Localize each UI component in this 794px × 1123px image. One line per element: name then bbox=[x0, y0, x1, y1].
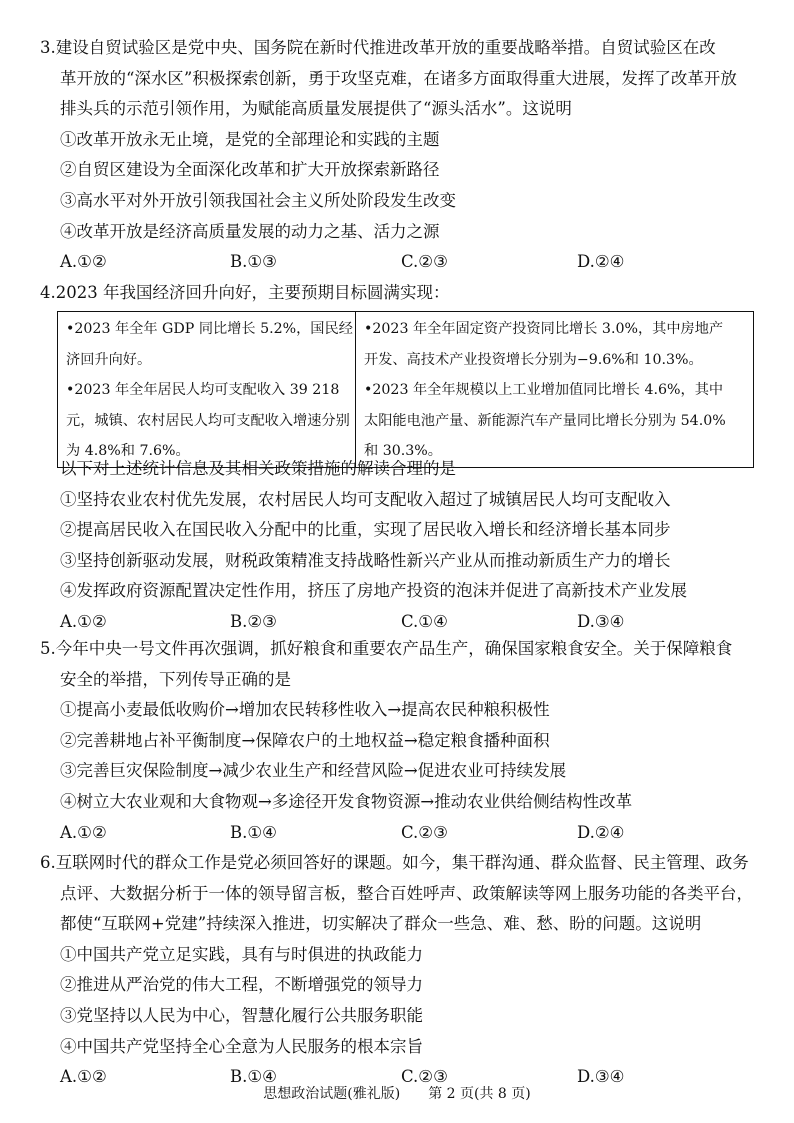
q3-choices bbox=[40, 247, 770, 278]
question-5 bbox=[40, 634, 770, 848]
q3-option-3: ③高水平对外开放引领我国社会主义所处阶段发生改变 bbox=[60, 190, 456, 210]
q3-choice-b[interactable]: B.①③ bbox=[230, 252, 277, 272]
page-footer bbox=[0, 1084, 794, 1104]
q4-option-3: ③坚持创新驱动发展，财税政策精准支持战略性新兴产业从而推动新质生产力的增长 bbox=[60, 550, 671, 570]
q4-choice-d[interactable]: D.③④ bbox=[577, 611, 625, 631]
q4-option-1: ①坚持农业农村优先发展，农村居民人均可支配收入超过了城镇居民人均可支配收入 bbox=[60, 489, 671, 509]
q3-choice-d[interactable]: D.②④ bbox=[577, 252, 625, 272]
q4-option-2: ②提高居民收入在国民收入分配中的比重，实现了居民收入增长和经济增长基本同步 bbox=[60, 520, 671, 540]
footer-subject: 思想政治试题(雅礼版) bbox=[263, 1086, 401, 1102]
q5-choice-a[interactable]: A.①② bbox=[60, 822, 107, 842]
q5-stem-line: 安全的举措，下列传导正确的是 bbox=[60, 669, 291, 689]
q6-stem-line: 6.互联网时代的群众工作是党必须回答好的课题。如今，集干群沟通、群众监督、民主管理、政务 bbox=[40, 853, 749, 872]
footer-page-number: 第 2 页(共 8 页) bbox=[428, 1086, 531, 1102]
q3-stem-line: 3.建设自贸试验区是党中央、国务院在新时代推进改革开放的重要战略举措。自贸试验区在改 bbox=[40, 38, 716, 57]
q3-option-1: ①改革开放永无止境，是党的全部理论和实践的主题 bbox=[60, 129, 440, 149]
q5-option-3: ③完善巨灾保险制度→减少农业生产和经营风险→促进农业可持续发展 bbox=[60, 761, 567, 781]
q5-option-4: ④树立大农业观和大食物观→多途径开发食物资源→推动农业供给侧结构性改革 bbox=[60, 791, 633, 811]
q4-choices bbox=[40, 607, 770, 638]
stats-right-line: •2023 年全年固定资产投资同比增长 3.0%，其中房地产 bbox=[364, 321, 724, 337]
stats-left-line: •2023 年全年居民人均可支配收入 39 218 bbox=[66, 382, 340, 398]
question-6 bbox=[40, 848, 770, 1093]
q6-stem-line: 点评、大数据分析于一体的领导留言板，整合百姓呼声、政策解读等网上服务功能的各类平台， bbox=[60, 883, 753, 903]
q6-choice-a[interactable]: A.①② bbox=[60, 1067, 107, 1087]
q4-option-4: ④发挥政府资源配置决定性作用，挤压了房地产投资的泡沫并促进了高新技术产业发展 bbox=[60, 581, 687, 601]
q5-choice-b[interactable]: B.①④ bbox=[230, 822, 277, 842]
q4-stem: 4.2023 年我国经济回升向好，主要预期目标圆满实现： bbox=[40, 283, 450, 302]
q4-question: 以下对上述统计信息及其相关政策措施的解读合理的是 bbox=[60, 459, 456, 478]
q6-stem-line: 都使“互联网+党建”持续深入推进，切实解决了群众一些急、难、愁、盼的问题。这说明 bbox=[60, 914, 702, 934]
q5-option-2: ②完善耕地占补平衡制度→保障农户的土地权益→稳定粮食播种面积 bbox=[60, 730, 550, 750]
q4-choice-c[interactable]: C.①④ bbox=[401, 611, 448, 631]
q5-choice-c[interactable]: C.②③ bbox=[401, 822, 448, 842]
question-4 bbox=[40, 278, 770, 309]
stats-right-line: •2023 年全年规模以上工业增加值同比增长 4.6%，其中 bbox=[364, 382, 724, 398]
q6-option-1: ①中国共产党立足实践，具有与时俱进的执政能力 bbox=[60, 944, 423, 964]
stats-right-cell bbox=[356, 312, 754, 468]
q4-choice-a[interactable]: A.①② bbox=[60, 611, 107, 631]
q3-stem-line: 排头兵的示范引领作用，为赋能高质量发展提供了“源头活水”。这说明 bbox=[60, 99, 572, 119]
stats-left-line: 为 4.8%和 7.6%。 bbox=[66, 443, 190, 459]
statistics-table bbox=[57, 311, 754, 468]
q3-choice-c[interactable]: C.②③ bbox=[401, 252, 448, 272]
q6-choice-d[interactable]: D.③④ bbox=[577, 1067, 625, 1087]
stats-right-line: 开发、高技术产业投资增长分别为−9.6%和 10.3%。 bbox=[364, 351, 703, 368]
q3-choice-a[interactable]: A.①② bbox=[60, 252, 107, 272]
q6-option-4: ④中国共产党坚持全心全意为人民服务的根本宗旨 bbox=[60, 1036, 423, 1056]
q4-choice-b[interactable]: B.②③ bbox=[230, 611, 277, 631]
stats-left-line: 元，城镇、农村居民人均可支配收入增速分别 bbox=[66, 412, 350, 429]
q3-stem-line: 革开放的“深水区”积极探索创新，勇于攻坚克难，在诸多方面取得重大进展，发挥了改革开放 bbox=[60, 68, 737, 88]
question-3 bbox=[40, 33, 770, 278]
q6-option-3: ③党坚持以人民为中心，智慧化履行公共服务职能 bbox=[60, 1005, 423, 1025]
q5-choice-d[interactable]: D.②④ bbox=[577, 822, 625, 842]
q5-option-1: ①提高小麦最低收购价→增加农民转移性收入→提高农民种粮积极性 bbox=[60, 700, 550, 720]
stats-right-line: 太阳能电池产量、新能源汽车产量同比增长分别为 54.0% bbox=[364, 412, 726, 429]
q6-choice-c[interactable]: C.②③ bbox=[401, 1067, 448, 1087]
q6-choice-b[interactable]: B.①④ bbox=[230, 1067, 277, 1087]
stats-left-cell bbox=[58, 312, 356, 468]
question-4-body bbox=[40, 454, 770, 638]
stats-right-line: 和 30.3%。 bbox=[364, 443, 442, 459]
q5-stem-line: 5.今年中央一号文件再次强调，抓好粮食和重要农产品生产，确保国家粮食安全。关于保障粮食 bbox=[40, 639, 733, 658]
q6-option-2: ②推进从严治党的伟大工程，不断增强党的领导力 bbox=[60, 975, 423, 995]
stats-left-line: 济回升向好。 bbox=[66, 351, 152, 368]
q3-option-2: ②自贸区建设为全面深化改革和扩大开放探索新路径 bbox=[60, 160, 440, 180]
stats-left-line: •2023 年全年 GDP 同比增长 5.2%，国民经 bbox=[66, 321, 353, 337]
q3-option-4: ④改革开放是经济高质量发展的动力之基、活力之源 bbox=[60, 221, 440, 241]
q5-choices bbox=[40, 818, 770, 849]
